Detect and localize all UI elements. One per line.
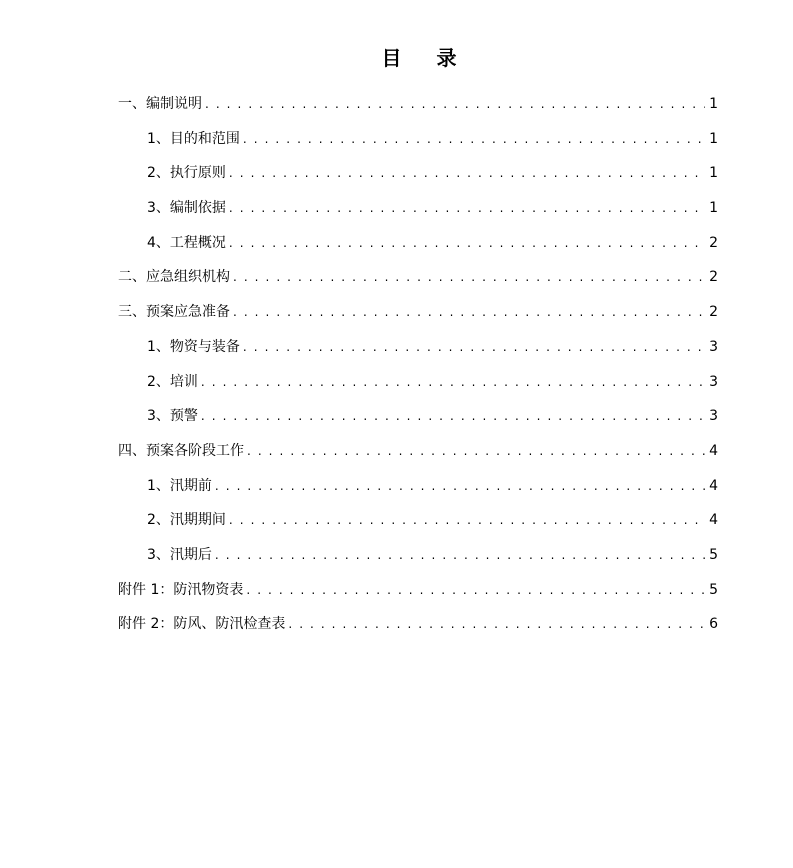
toc-entry-label: 四、预案各阶段工作	[118, 442, 244, 459]
toc-dot-leader	[215, 541, 705, 569]
toc-dot-leader	[201, 368, 705, 396]
toc-entry-label: 2、执行原则	[147, 165, 226, 182]
toc-entry[interactable]	[118, 194, 718, 229]
toc-dot-leader	[215, 472, 705, 500]
toc-dot-leader	[233, 298, 705, 326]
toc-entry-label: 4、工程概况	[147, 234, 226, 251]
toc-page-number: 1	[709, 130, 718, 147]
toc-page-number: 4	[709, 477, 718, 494]
toc-page-number: 2	[709, 304, 718, 321]
toc-entry-label: 附件 1：防汛物资表	[118, 581, 244, 598]
toc-page-number: 1	[709, 200, 718, 217]
toc-page-number: 4	[709, 512, 718, 529]
toc-entry-label: 1、物资与装备	[147, 338, 240, 355]
toc-entry[interactable]	[118, 263, 718, 298]
toc-entry[interactable]	[118, 402, 718, 437]
table-of-contents	[118, 90, 718, 645]
toc-entry-label: 3、预警	[147, 408, 198, 425]
toc-entry-label: 2、汛期期间	[147, 512, 226, 529]
toc-dot-leader	[247, 437, 705, 465]
toc-page-number: 4	[709, 442, 718, 459]
toc-entry[interactable]	[118, 506, 718, 541]
toc-dot-leader	[229, 229, 705, 257]
toc-dot-leader	[243, 333, 705, 361]
toc-entry[interactable]	[118, 472, 718, 507]
toc-dot-leader	[288, 610, 705, 638]
toc-entry-label: 附件 2：防风、防汛检查表	[118, 616, 286, 633]
toc-entry[interactable]	[118, 333, 718, 368]
toc-entry-label: 1、目的和范围	[147, 130, 240, 147]
toc-title: 目 录	[381, 46, 471, 70]
toc-entry[interactable]	[118, 437, 718, 472]
toc-dot-leader	[229, 506, 705, 534]
toc-entry[interactable]	[118, 541, 718, 576]
toc-page-number: 1	[709, 96, 718, 112]
toc-dot-leader	[243, 125, 705, 153]
toc-entry[interactable]	[118, 610, 718, 645]
toc-page-number: 5	[709, 581, 718, 598]
toc-dot-leader	[233, 263, 705, 291]
toc-page-number: 3	[709, 408, 718, 425]
toc-page-number: 2	[709, 269, 718, 286]
toc-entry-label: 二、应急组织机构	[118, 269, 230, 286]
toc-entry-label: 1、汛期前	[147, 477, 212, 494]
toc-page-number: 6	[709, 616, 718, 633]
toc-entry[interactable]	[118, 229, 718, 264]
toc-entry-label: 一、编制说明	[118, 96, 202, 112]
toc-page-number: 5	[709, 546, 718, 563]
toc-entry[interactable]	[118, 368, 718, 403]
toc-dot-leader	[229, 159, 705, 187]
toc-page-number: 2	[709, 234, 718, 251]
toc-dot-leader	[205, 90, 705, 118]
toc-dot-leader	[246, 576, 705, 604]
toc-entry-label: 2、培训	[147, 373, 198, 390]
toc-entry-label: 3、汛期后	[147, 546, 212, 563]
toc-page-number: 1	[709, 165, 718, 182]
toc-entry[interactable]	[118, 576, 718, 611]
toc-entry-label: 3、编制依据	[147, 200, 226, 217]
toc-entry[interactable]	[118, 159, 718, 194]
toc-entry[interactable]	[118, 125, 718, 160]
toc-dot-leader	[201, 402, 705, 430]
toc-entry[interactable]	[118, 90, 718, 125]
toc-dot-leader	[229, 194, 705, 222]
toc-page-number: 3	[709, 338, 718, 355]
toc-page-number: 3	[709, 373, 718, 390]
toc-entry[interactable]	[118, 298, 718, 333]
toc-entry-label: 三、预案应急准备	[118, 304, 230, 321]
